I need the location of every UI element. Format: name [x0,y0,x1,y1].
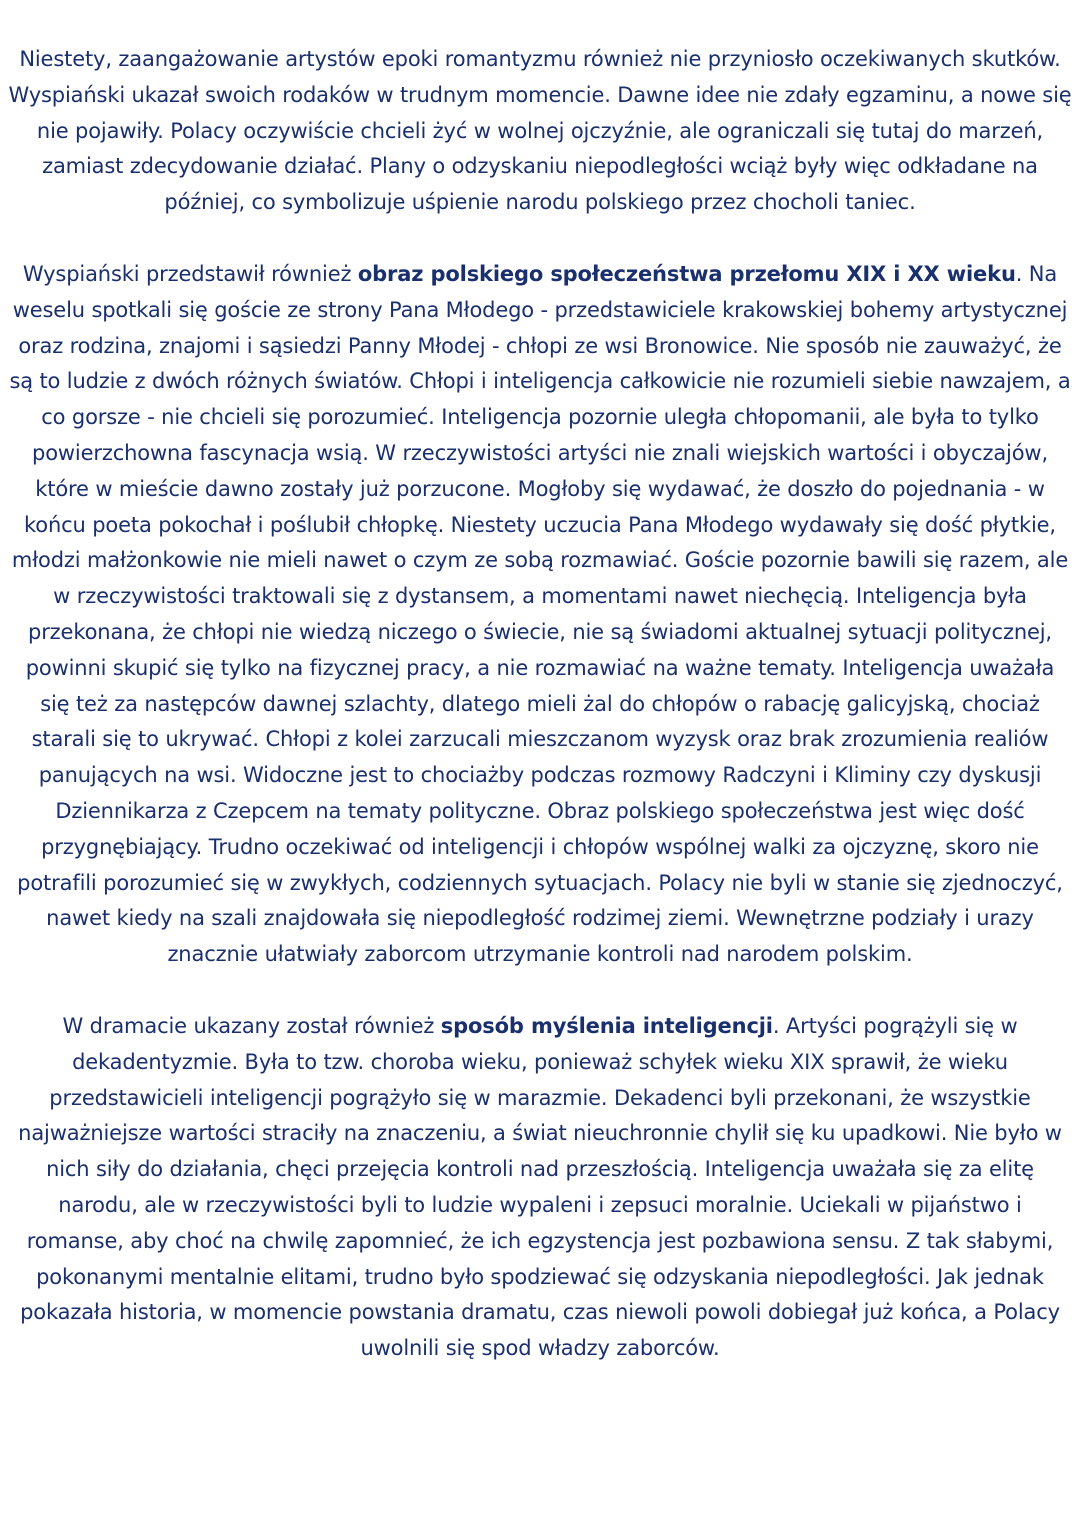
paragraph-rest: . Artyści pogrążyli się w dekadentyzmie. Była to tzw. choroba wieku, ponieważ schyłek wieku XIX sprawił, że wieku przedstawicieli inteligencji pogrążyło się w marazmie. Dekadenci byli przekonani, że wszystkie najważniejsze wartości straciły na znaczeniu, a świat nieuchronnie chylił się ku upadkowi. Nie było w nich siły do działania, chęci przejęcia kontroli nad przeszłością. Inteligencja uważała się za elitę narodu, ale w rzeczywistości byli to ludzie wypaleni i zepsuci moralnie. Uciekali w pijaństwo i romanse, aby choć na chwilę zapomnieć, że ich egzystencja jest pozbawiona sensu. Z tak słabymi, pokonanymi mentalnie elitami, trudno było spodziewać się odzyskania niepodległości. Jak jednak pokazała historia, w momencie powstania dramatu, czas niewoli powoli dobiegał już końca, a Polacy uwolnili się spod władzy zaborców. [18,1013,1062,1361]
paragraph-lead: W dramacie ukazany został również [62,1013,441,1038]
paragraph-society [8,257,1072,973]
paragraph-romanticism [8,42,1072,221]
paragraph-rest: . Na weselu spotkali się goście ze strony Pana Młodego - przedstawiciele krakowskiej bohemy artystycznej oraz rodzina, znajomi i sąsiedzi Panny Młodej - chłopi ze wsi Bronowice. Nie sposób nie zauważyć, że są to ludzie z dwóch różnych światów. Chłopi i inteligencja całkowicie nie rozumieli siebie nawzajem, a co gorsze - nie chcieli się porozumieć. Inteligencja pozornie uległa chłopomanii, ale była to tylko powierzchowna fascynacja wsią. W rzeczywistości artyści nie znali wiejskich wartości i obyczajów, które w mieście dawno zostały już porzucone. Mogłoby się wydawać, że doszło do pojednania - w końcu poeta pokochał i poślubił chłopkę. Niestety uczucia Pana Młodego wydawały się dość płytkie, młodzi małżonkowie nie mieli nawet o czym ze sobą rozmawiać. Goście pozornie bawili się razem, ale w rzeczywistości traktowali się z dystansem, a momentami nawet niechęcią. Inteligencja była przekonana, że chłopi nie wiedzą niczego o świecie, nie są świadomi aktualnej sytuacji politycznej, powinni skupić się tylko na fizycznej pracy, a nie rozmawiać na ważne tematy. Inteligencja uważała się też za następców dawnej szlachty, dlatego mieli żal do chłopów o rabację galicyjską, chociaż starali się to ukrywać. Chłopi z kolei zarzucali mieszczanom wyzysk oraz brak zrozumienia realiów panujących na wsi. Widoczne jest to chociażby podczas rozmowy Radczyni i Kliminy czy dyskusji Dziennikarza z Czepcem na tematy polityczne. Obraz polskiego społeczeństwa jest więc dość przygnębiający. Trudno oczekiwać od inteligencji i chłopów wspólnej walki za ojczyznę, skoro nie potrafili porozumieć się w zwykłych, codziennych sytuacjach. Polacy nie byli w stanie się zjednoczyć, nawet kiedy na szali znajdowała się niepodległość rodzimej ziemi. Wewnętrzne podziały i urazy znacznie ułatwiały zaborcom utrzymanie kontroli nad narodem polskim. [9,261,1071,967]
paragraph-text: Niestety, zaangażowanie artystów epoki romantyzmu również nie przyniosło oczekiwanych skutków. Wyspiański ukazał swoich rodaków w trudnym momencie. Dawne idee nie zdały egzaminu, a nowe się nie pojawiły. Polacy oczywiście chcieli żyć w wolnej ojczyźnie, ale ograniczali się tutaj do marzeń, zamiast zdecydowanie działać. Plany o odzyskaniu niepodległości wciąż były więc odkładane na później, co symbolizuje uśpienie narodu polskiego przez chocholi taniec. [8,47,1072,215]
paragraph-highlight: sposób myślenia inteligencji [440,1013,773,1038]
paragraph-intelligentsia [8,1009,1072,1367]
paragraph-lead: Wyspiański przedstawił również [22,261,358,286]
paragraph-highlight: obraz polskiego społeczeństwa przełomu XIX i XX wieku [357,261,1016,286]
